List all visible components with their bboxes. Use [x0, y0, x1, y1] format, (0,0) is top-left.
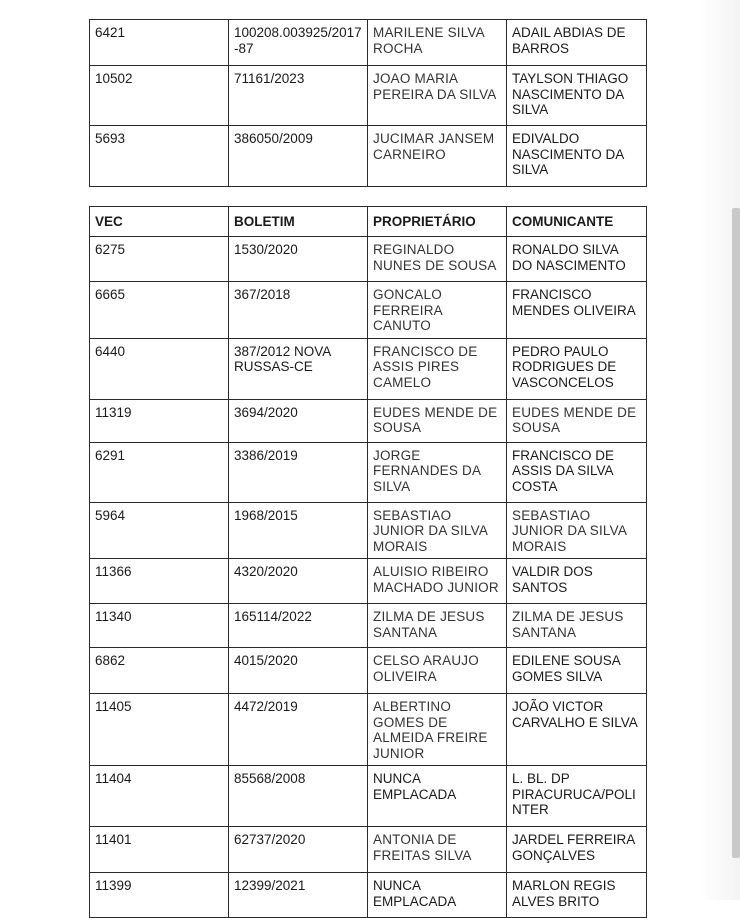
proprietario-cell: GONCALO FERREIRA CANUTO	[368, 282, 507, 339]
table-row	[90, 648, 647, 694]
proprietario-cell: JOAO MARIA PEREIRA DA SILVA	[368, 66, 507, 126]
vec-cell: 6440	[90, 338, 229, 399]
vec-cell: 11319	[90, 399, 229, 442]
boletim-cell: 386050/2009	[229, 126, 368, 187]
vehicle-table-continued	[89, 19, 647, 187]
table-row	[90, 237, 647, 282]
scrollbar[interactable]	[732, 208, 740, 858]
vec-cell: 6291	[90, 442, 229, 502]
table-header-row	[90, 207, 647, 237]
boletim-cell: 85568/2008	[229, 766, 368, 827]
boletim-cell: 3386/2019	[229, 442, 368, 502]
vec-cell: 11340	[90, 604, 229, 648]
table-row	[90, 873, 647, 918]
proprietario-cell: CELSO ARAUJO OLIVEIRA	[368, 648, 507, 694]
table-row	[90, 827, 647, 873]
vec-cell: 6665	[90, 282, 229, 339]
table-row	[90, 694, 647, 766]
comunicante-cell: JARDEL FERREIRA GONÇALVES	[507, 827, 647, 873]
table-row	[90, 282, 647, 339]
boletim-cell: 71161/2023	[229, 66, 368, 126]
vec-cell: 10502	[90, 66, 229, 126]
comunicante-cell: MARLON REGIS ALVES BRITO	[507, 873, 647, 918]
proprietario-cell: REGINALDO NUNES DE SOUSA	[368, 237, 507, 282]
boletim-cell: 1530/2020	[229, 237, 368, 282]
vec-cell: 11366	[90, 559, 229, 604]
boletim-cell: 4015/2020	[229, 648, 368, 694]
comunicante-cell: ZILMA DE JESUS SANTANA	[507, 604, 647, 648]
table-row	[90, 502, 647, 559]
comunicante-cell: SEBASTIAO JUNIOR DA SILVA MORAIS	[507, 502, 647, 559]
header-vec: VEC	[90, 207, 229, 237]
proprietario-cell: NUNCA EMPLACADA	[368, 766, 507, 827]
vec-cell: 6275	[90, 237, 229, 282]
boletim-cell: 100208.003925/2017-87	[229, 20, 368, 66]
proprietario-cell: JORGE FERNANDES DA SILVA	[368, 442, 507, 502]
boletim-cell: 12399/2021	[229, 873, 368, 918]
boletim-cell: 4320/2020	[229, 559, 368, 604]
boletim-cell: 3694/2020	[229, 399, 368, 442]
proprietario-cell: ALBERTINO GOMES DE ALMEIDA FREIRE JUNIOR	[368, 694, 507, 766]
boletim-cell: 165114/2022	[229, 604, 368, 648]
proprietario-cell: SEBASTIAO JUNIOR DA SILVA MORAIS	[368, 502, 507, 559]
vec-cell: 11405	[90, 694, 229, 766]
table-row	[90, 442, 647, 502]
vec-cell: 5964	[90, 502, 229, 559]
comunicante-cell: TAYLSON THIAGO NASCIMENTO DA SILVA	[507, 66, 647, 126]
comunicante-cell: PEDRO PAULO RODRIGUES DE VASCONCELOS	[507, 338, 647, 399]
comunicante-cell: FRANCISCO MENDES OLIVEIRA	[507, 282, 647, 339]
table-row	[90, 126, 647, 187]
proprietario-cell: EUDES MENDE DE SOUSA	[368, 399, 507, 442]
comunicante-cell: EDILENE SOUSA GOMES SILVA	[507, 648, 647, 694]
table-row	[90, 399, 647, 442]
comunicante-cell: L. BL. DP PIRACURUCA/POLINTER	[507, 766, 647, 827]
header-proprietario: PROPRIETÁRIO	[368, 207, 507, 237]
table-row	[90, 559, 647, 604]
header-boletim: BOLETIM	[229, 207, 368, 237]
vec-cell: 6421	[90, 20, 229, 66]
proprietario-cell: ANTONIA DE FREITAS SILVA	[368, 827, 507, 873]
comunicante-cell: JOÃO VICTOR CARVALHO E SILVA	[507, 694, 647, 766]
proprietario-cell: NUNCA EMPLACADA	[368, 873, 507, 918]
boletim-cell: 62737/2020	[229, 827, 368, 873]
vec-cell: 11399	[90, 873, 229, 918]
boletim-cell: 4472/2019	[229, 694, 368, 766]
proprietario-cell: ZILMA DE JESUS SANTANA	[368, 604, 507, 648]
header-comunicante: COMUNICANTE	[507, 207, 647, 237]
proprietario-cell: JUCIMAR JANSEM CARNEIRO	[368, 126, 507, 187]
proprietario-cell: ALUISIO RIBEIRO MACHADO JUNIOR	[368, 559, 507, 604]
boletim-cell: 387/2012 NOVA RUSSAS-CE	[229, 338, 368, 399]
proprietario-cell: FRANCISCO DE ASSIS PIRES CAMELO	[368, 338, 507, 399]
table-row	[90, 338, 647, 399]
table-row	[90, 66, 647, 126]
table-row	[90, 20, 647, 66]
vehicle-table	[89, 206, 647, 918]
comunicante-cell: VALDIR DOS SANTOS	[507, 559, 647, 604]
table-row	[90, 766, 647, 827]
vec-cell: 5693	[90, 126, 229, 187]
comunicante-cell: EUDES MENDE DE SOUSA	[507, 399, 647, 442]
comunicante-cell: EDIVALDO NASCIMENTO DA SILVA	[507, 126, 647, 187]
boletim-cell: 1968/2015	[229, 502, 368, 559]
vec-cell: 6862	[90, 648, 229, 694]
vec-cell: 11401	[90, 827, 229, 873]
table-row	[90, 604, 647, 648]
boletim-cell: 367/2018	[229, 282, 368, 339]
proprietario-cell: MARILENE SILVA ROCHA	[368, 20, 507, 66]
comunicante-cell: ADAIL ABDIAS DE BARROS	[507, 20, 647, 66]
vec-cell: 11404	[90, 766, 229, 827]
comunicante-cell: RONALDO SILVA DO NASCIMENTO	[507, 237, 647, 282]
comunicante-cell: FRANCISCO DE ASSIS DA SILVA COSTA	[507, 442, 647, 502]
